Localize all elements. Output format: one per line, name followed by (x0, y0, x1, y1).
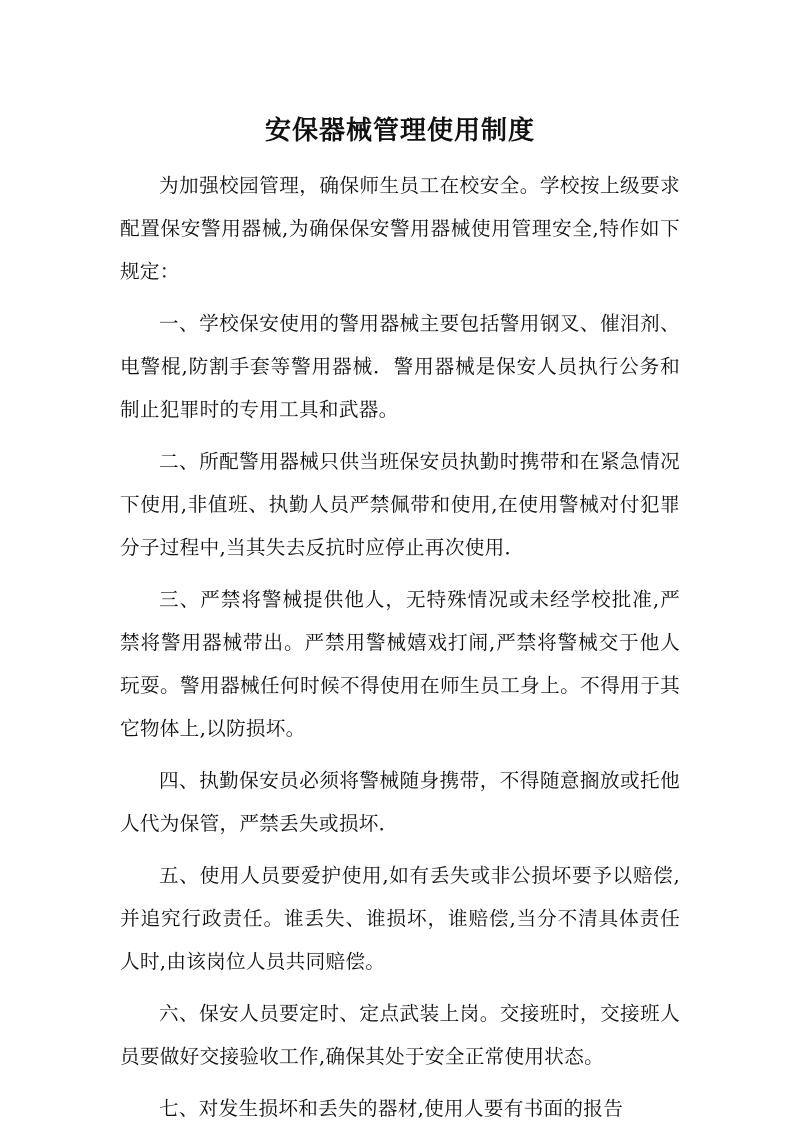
intro-paragraph: 为加强校园管理，确保师生员工在校安全。学校按上级要求配置保安警用器械,为确保保安警用器械使用管理安全,特作如下规定： (120, 174, 680, 283)
rule-paragraph-2: 二、所配警用器械只供当班保安员执勤时携带和在紧急情况下使用,非值班、执勤人员严禁佩带和使用,在使用警械对付犯罪分子过程中,当其失去反抗时应停止再次使用． (120, 450, 680, 559)
rule-paragraph-5: 五、使用人员要爱护使用,如有丢失或非公损坏要予以赔偿,并追究行政责任。谁丢失、谁损坏，谁赔偿,当分不清具体责任人时,由该岗位人员共同赔偿。 (120, 864, 680, 973)
rule-paragraph-4: 四、执勤保安员必须将警械随身携带，不得随意搁放或托他人代为保管，严禁丢失或损坏． (120, 769, 680, 835)
rule-paragraph-1: 一、学校保安使用的警用器械主要包括警用钢叉、催泪剂、电警棍,防割手套等警用器械．警用器械是保安人员执行公务和制止犯罪时的专用工具和武器。 (120, 312, 680, 421)
document-title: 安保器械管理使用制度 (264, 116, 535, 146)
document-page (120, 108, 680, 1139)
rule-paragraph-7: 七、对发生损坏和丢失的器材,使用人要有书面的报告 (159, 1097, 624, 1120)
rule-paragraph-6: 六、保安人员要定时、定点武装上岗。交接班时，交接班人员要做好交接验收工作,确保其处于安全正常使用状态。 (120, 1002, 680, 1068)
rule-paragraph-3: 三、严禁将警械提供他人，无特殊情况或未经学校批准,严禁将警用器械带出。严禁用警械嬉戏打闹,严禁将警械交于他人玩耍。警用器械任何时候不得使用在师生员工身上。不得用于其它物体上,以防损坏。 (120, 588, 680, 740)
